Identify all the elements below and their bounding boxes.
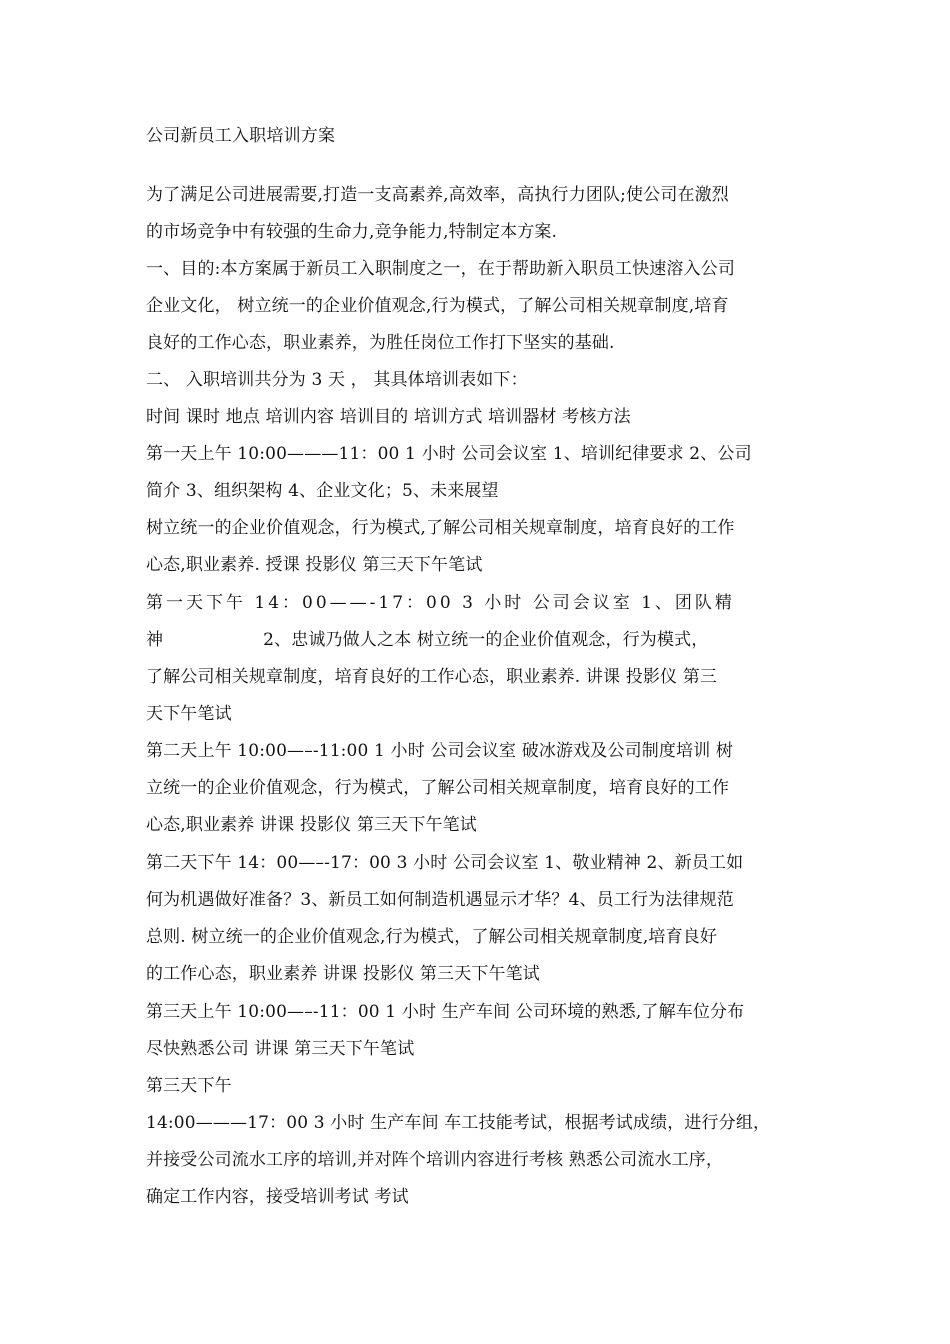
body-line: 并接受公司流水工序的培训,并对阵个培训内容进行考核 熟悉公司流水工序， [146,1150,724,1170]
body-line: 心态,职业素养 讲课 投影仪 第三天下午笔试 [146,815,477,835]
body-line: 第二天下午 14：00—–-17：00 3 小时 公司会议室 1、敬业精神 2、新员工如 [146,853,744,873]
body-line: 立统一的企业价值观念，行为模式，了解公司相关规章制度，培育良好的工作 [146,778,730,798]
body-line: 时间 课时 地点 培训内容 培训目的 培训方式 培训器材 考核方法 [146,407,631,427]
body-line: 第一天上午 10:00———11：00 1 小时 公司会议室 1、培训纪律要求 2、公司 [146,444,752,464]
body-line: 总则. 树立统一的企业价值观念,行为模式，了解公司相关规章制度,培育良好 [146,927,718,947]
body-line: 的工作心态，职业素养 讲课 投影仪 第三天下午笔试 [146,964,540,984]
body-line: 第二天上午 10:00—–-11:00 1 小时 公司会议室 破冰游戏及公司制度培训 树 [146,741,734,761]
body-line: 企业文化， 树立统一的企业价值观念,行为模式，了解公司相关规章制度,培育 [146,296,729,316]
body-line: 第三天下午 [146,1076,232,1096]
body-line: 良好的工作心态，职业素养，为胜任岗位工作打下坚实的基础. [146,333,615,353]
body-line: 14:00———17：00 3 小时 生产车间 车工技能考试，根据考试成绩，进行分组， [146,1113,771,1133]
body-line: 为了满足公司进展需要,打造一支高素养,高效率，高执行力团队;使公司在激烈 [146,185,729,205]
body-line: 天下午笔试 [146,704,232,724]
body-line: 简介 3、组织架构 4、企业文化；5、未来展望 [146,481,499,501]
body-line: 一、目的:本方案属于新员工入职制度之一，在于帮助新入职员工快速溶入公司 [146,259,735,279]
body-line: 的市场竞争中有较强的生命力,竞争能力,特制定本方案. [146,222,558,242]
body-line: 心态,职业素养. 授课 投影仪 第三天下午笔试 [146,555,483,575]
body-line: 何为机遇做好准备？3、新员工如何制造机遇显示才华？4、员工行为法律规范 [146,890,734,910]
body-line: 尽快熟悉公司 讲课 第三天下午笔试 [146,1039,415,1059]
body-line: 第一天下午 14：00——-17：00 3 小时 公司会议室 1、团队精 [146,593,735,613]
document-title: 公司新员工入职培训方案 [146,126,336,146]
body-line: 确定工作内容，接受培训考试 考试 [146,1187,409,1207]
body-line: 树立统一的企业价值观念，行为模式,了解公司相关规章制度，培育良好的工作 [146,518,735,538]
body-line: 二、 入职培训共分为 3 天 ， 其具体培训表如下： [146,370,528,390]
body-line: 了解公司相关规章制度，培育良好的工作心态，职业素养. 讲课 投影仪 第三 [146,667,718,687]
body-line: 神 2、忠诚乃做人之本 树立统一的企业价值观念，行为模式， [146,630,709,650]
body-line: 第三天上午 10:00—–-11：00 1 小时 生产车间 公司环境的熟悉,了解车位分布 [146,1002,745,1022]
